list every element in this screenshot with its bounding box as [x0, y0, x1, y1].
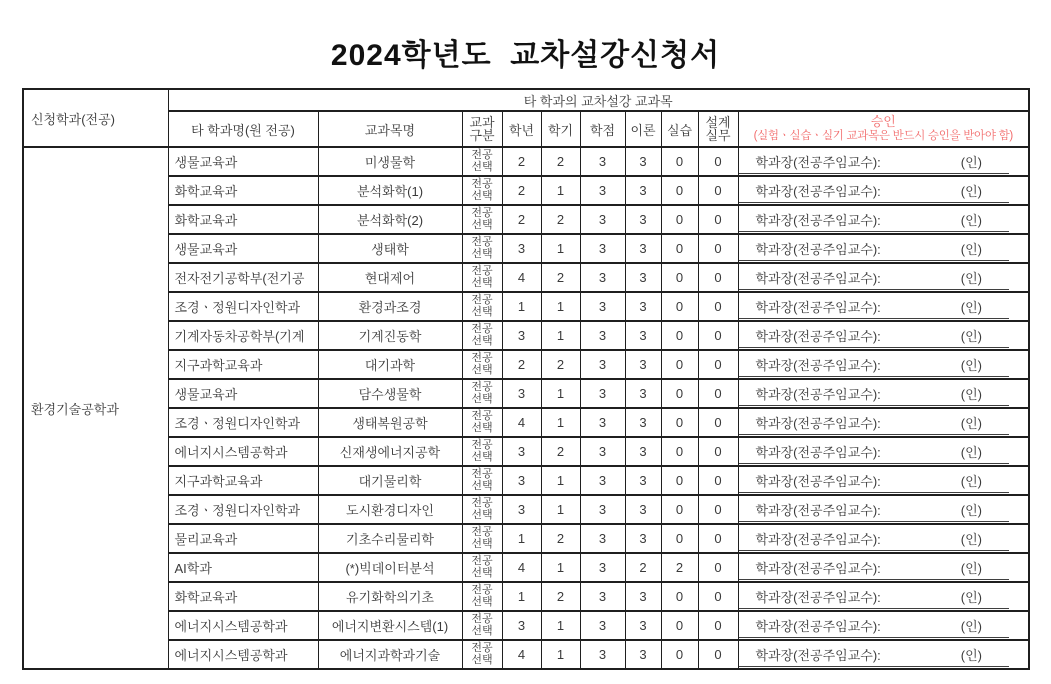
other-department-cell: 지구과학교육과: [168, 350, 318, 379]
approval-cell: [738, 553, 1029, 582]
header-credits: 학점: [580, 111, 625, 147]
seal-placeholder: (인): [960, 242, 982, 257]
course-name-cell: 에너지과학과기술: [318, 640, 462, 669]
design-practice-cell: 0: [698, 321, 738, 350]
table-row: [23, 205, 1029, 234]
table-body: [23, 147, 1029, 669]
credits-cell: 3: [580, 582, 625, 611]
credits-cell: 3: [580, 640, 625, 669]
design-practice-cell: 0: [698, 524, 738, 553]
course-name-cell: 분석화학(1): [318, 176, 462, 205]
credits-cell: 3: [580, 495, 625, 524]
header-practice: 실습: [661, 111, 698, 147]
approval-cell: [738, 147, 1029, 176]
approval-cell: [738, 408, 1029, 437]
year-cell: 3: [502, 437, 541, 466]
theory-cell: 3: [625, 379, 661, 408]
approval-label: 학과장(전공주임교수):: [755, 445, 881, 460]
header-group-other-courses: 타 학과의 교차설강 교과목: [168, 89, 1029, 111]
design-practice-cell: 0: [698, 234, 738, 263]
practice-cell: 0: [661, 495, 698, 524]
year-cell: 1: [502, 582, 541, 611]
course-type-cell: 전공 선택: [462, 147, 502, 176]
table-row: [23, 640, 1029, 669]
approval-cell: [738, 292, 1029, 321]
approval-label: 학과장(전공주임교수):: [755, 590, 881, 605]
design-practice-cell: 0: [698, 350, 738, 379]
signature-line: [739, 584, 1010, 609]
design-practice-cell: 0: [698, 292, 738, 321]
approval-title: 승인: [870, 114, 896, 129]
design-practice-cell: 0: [698, 582, 738, 611]
table-row: [23, 524, 1029, 553]
signature-line: [739, 178, 1010, 203]
course-name-cell: 기초수리물리학: [318, 524, 462, 553]
year-cell: 2: [502, 147, 541, 176]
theory-cell: 3: [625, 466, 661, 495]
year-cell: 3: [502, 321, 541, 350]
table-row: [23, 321, 1029, 350]
approval-label: 학과장(전공주임교수):: [755, 184, 881, 199]
other-department-cell: 물리교육과: [168, 524, 318, 553]
course-name-cell: 분석화학(2): [318, 205, 462, 234]
course-type-cell: 전공 선택: [462, 640, 502, 669]
course-type-cell: 전공 선택: [462, 582, 502, 611]
other-department-cell: 에너지시스템공학과: [168, 611, 318, 640]
table-row: [23, 263, 1029, 292]
theory-cell: 3: [625, 408, 661, 437]
approval-cell: [738, 350, 1029, 379]
approval-label: 학과장(전공주임교수):: [755, 213, 881, 228]
table-row: [23, 350, 1029, 379]
table-row: [23, 495, 1029, 524]
approval-label: 학과장(전공주임교수):: [755, 358, 881, 373]
approval-cell: [738, 176, 1029, 205]
course-type-cell: 전공 선택: [462, 553, 502, 582]
practice-cell: 0: [661, 263, 698, 292]
table-row: [23, 582, 1029, 611]
header-other-department: 타 학과명(원 전공): [168, 111, 318, 147]
semester-cell: 2: [541, 524, 580, 553]
practice-cell: 0: [661, 524, 698, 553]
course-type-cell: 전공 선택: [462, 292, 502, 321]
semester-cell: 1: [541, 176, 580, 205]
seal-placeholder: (인): [960, 155, 982, 170]
seal-placeholder: (인): [960, 387, 982, 402]
semester-cell: 1: [541, 321, 580, 350]
other-department-cell: AI학과: [168, 553, 318, 582]
theory-cell: 3: [625, 640, 661, 669]
design-practice-cell: 0: [698, 437, 738, 466]
table-row: [23, 292, 1029, 321]
credits-cell: 3: [580, 321, 625, 350]
seal-placeholder: (인): [960, 561, 982, 576]
theory-cell: 3: [625, 582, 661, 611]
semester-cell: 2: [541, 437, 580, 466]
credits-cell: 3: [580, 350, 625, 379]
credits-cell: 3: [580, 292, 625, 321]
course-type-cell: 전공 선택: [462, 524, 502, 553]
approval-label: 학과장(전공주임교수):: [755, 532, 881, 547]
other-department-cell: 화학교육과: [168, 205, 318, 234]
credits-cell: 3: [580, 408, 625, 437]
theory-cell: 3: [625, 234, 661, 263]
design-practice-cell: 0: [698, 176, 738, 205]
signature-line: [739, 352, 1010, 377]
year-cell: 2: [502, 350, 541, 379]
page-title: 2024학년도 교차설강신청서: [330, 39, 721, 72]
seal-placeholder: (인): [960, 532, 982, 547]
approval-cell: [738, 234, 1029, 263]
seal-placeholder: (인): [960, 184, 982, 199]
semester-cell: 2: [541, 582, 580, 611]
course-type-cell: 전공 선택: [462, 234, 502, 263]
year-cell: 1: [502, 292, 541, 321]
semester-cell: 1: [541, 495, 580, 524]
theory-cell: 2: [625, 553, 661, 582]
course-type-cell: 전공 선택: [462, 437, 502, 466]
header-theory: 이론: [625, 111, 661, 147]
design-practice-cell: 0: [698, 379, 738, 408]
seal-placeholder: (인): [960, 503, 982, 518]
practice-cell: 0: [661, 379, 698, 408]
approval-cell: [738, 466, 1029, 495]
signature-line: [739, 613, 1010, 638]
header-semester: 학기: [541, 111, 580, 147]
credits-cell: 3: [580, 466, 625, 495]
credits-cell: 3: [580, 379, 625, 408]
year-cell: 4: [502, 408, 541, 437]
semester-cell: 2: [541, 263, 580, 292]
approval-cell: [738, 611, 1029, 640]
approval-label: 학과장(전공주임교수):: [755, 329, 881, 344]
approval-note: (실험ㆍ실습ㆍ실기 교과목은 반드시 승인을 받아야 함): [753, 130, 1013, 142]
course-type-cell: 전공 선택: [462, 205, 502, 234]
course-name-cell: 대기물리학: [318, 466, 462, 495]
course-name-cell: 현대제어: [318, 263, 462, 292]
approval-cell: [738, 379, 1029, 408]
theory-cell: 3: [625, 176, 661, 205]
year-cell: 3: [502, 495, 541, 524]
other-department-cell: 화학교육과: [168, 176, 318, 205]
practice-cell: 0: [661, 205, 698, 234]
other-department-cell: 에너지시스템공학과: [168, 437, 318, 466]
design-practice-cell: 0: [698, 640, 738, 669]
semester-cell: 1: [541, 292, 580, 321]
credits-cell: 3: [580, 147, 625, 176]
signature-line: [739, 265, 1010, 290]
design-practice-cell: 0: [698, 466, 738, 495]
signature-line: [739, 323, 1010, 348]
practice-cell: 0: [661, 350, 698, 379]
year-cell: 1: [502, 524, 541, 553]
other-department-cell: 생물교육과: [168, 379, 318, 408]
approval-cell: [738, 263, 1029, 292]
seal-placeholder: (인): [960, 416, 982, 431]
credits-cell: 3: [580, 263, 625, 292]
other-department-cell: 기계자동차공학부(기계: [168, 321, 318, 350]
course-type-cell: 전공 선택: [462, 321, 502, 350]
theory-cell: 3: [625, 205, 661, 234]
approval-label: 학과장(전공주임교수):: [755, 474, 881, 489]
theory-cell: 3: [625, 437, 661, 466]
year-cell: 3: [502, 379, 541, 408]
signature-line: [739, 294, 1010, 319]
header-approval: [738, 111, 1029, 147]
course-name-cell: 에너지변환시스템(1): [318, 611, 462, 640]
credits-cell: 3: [580, 524, 625, 553]
course-type-cell: 전공 선택: [462, 379, 502, 408]
approval-label: 학과장(전공주임교수):: [755, 242, 881, 257]
year-cell: 3: [502, 611, 541, 640]
approval-label: 학과장(전공주임교수):: [755, 155, 881, 170]
seal-placeholder: (인): [960, 590, 982, 605]
approval-cell: [738, 437, 1029, 466]
table-header: [23, 89, 1029, 147]
design-practice-cell: 0: [698, 205, 738, 234]
approval-cell: [738, 582, 1029, 611]
table-row: [23, 408, 1029, 437]
design-practice-cell: 0: [698, 611, 738, 640]
approval-label: 학과장(전공주임교수):: [755, 300, 881, 315]
table-row: [23, 234, 1029, 263]
year-cell: 3: [502, 234, 541, 263]
course-name-cell: 도시환경디자인: [318, 495, 462, 524]
credits-cell: 3: [580, 437, 625, 466]
semester-cell: 1: [541, 611, 580, 640]
signature-line: [739, 497, 1010, 522]
semester-cell: 2: [541, 205, 580, 234]
signature-line: [739, 236, 1010, 261]
seal-placeholder: (인): [960, 271, 982, 286]
header-applicant-department: 신청학과(전공): [23, 89, 168, 147]
practice-cell: 0: [661, 640, 698, 669]
other-department-cell: 화학교육과: [168, 582, 318, 611]
signature-line: [739, 149, 1010, 174]
practice-cell: 0: [661, 582, 698, 611]
table-row: [23, 147, 1029, 176]
header-year: 학년: [502, 111, 541, 147]
seal-placeholder: (인): [960, 329, 982, 344]
theory-cell: 3: [625, 495, 661, 524]
signature-line: [739, 526, 1010, 551]
approval-label: 학과장(전공주임교수):: [755, 561, 881, 576]
semester-cell: 1: [541, 466, 580, 495]
practice-cell: 0: [661, 234, 698, 263]
approval-label: 학과장(전공주임교수):: [755, 619, 881, 634]
practice-cell: 0: [661, 466, 698, 495]
course-type-cell: 전공 선택: [462, 408, 502, 437]
practice-cell: 0: [661, 437, 698, 466]
theory-cell: 3: [625, 350, 661, 379]
approval-label: 학과장(전공주임교수):: [755, 503, 881, 518]
course-type-cell: 전공 선택: [462, 176, 502, 205]
other-department-cell: 생물교육과: [168, 147, 318, 176]
course-name-cell: 환경과조경: [318, 292, 462, 321]
approval-label: 학과장(전공주임교수):: [755, 416, 881, 431]
theory-cell: 3: [625, 292, 661, 321]
approval-label: 학과장(전공주임교수):: [755, 271, 881, 286]
seal-placeholder: (인): [960, 300, 982, 315]
table-row: [23, 611, 1029, 640]
other-department-cell: 생물교육과: [168, 234, 318, 263]
semester-cell: 1: [541, 408, 580, 437]
seal-placeholder: (인): [960, 474, 982, 489]
approval-label: 학과장(전공주임교수):: [755, 387, 881, 402]
table-row: [23, 379, 1029, 408]
other-department-cell: 조경ㆍ정원디자인학과: [168, 292, 318, 321]
semester-cell: 1: [541, 234, 580, 263]
practice-cell: 0: [661, 147, 698, 176]
credits-cell: 3: [580, 553, 625, 582]
year-cell: 2: [502, 205, 541, 234]
year-cell: 2: [502, 176, 541, 205]
theory-cell: 3: [625, 263, 661, 292]
other-department-cell: 에너지시스템공학과: [168, 640, 318, 669]
header-course-name: 교과목명: [318, 111, 462, 147]
year-cell: 4: [502, 263, 541, 292]
approval-cell: [738, 495, 1029, 524]
semester-cell: 1: [541, 553, 580, 582]
semester-cell: 1: [541, 379, 580, 408]
practice-cell: 0: [661, 611, 698, 640]
course-type-cell: 전공 선택: [462, 495, 502, 524]
table-row: [23, 437, 1029, 466]
practice-cell: 0: [661, 176, 698, 205]
practice-cell: 0: [661, 321, 698, 350]
practice-cell: 0: [661, 408, 698, 437]
course-name-cell: 생태복원공학: [318, 408, 462, 437]
course-name-cell: 대기과학: [318, 350, 462, 379]
course-name-cell: 신재생에너지공학: [318, 437, 462, 466]
approval-cell: [738, 524, 1029, 553]
course-type-cell: 전공 선택: [462, 263, 502, 292]
seal-placeholder: (인): [960, 213, 982, 228]
theory-cell: 3: [625, 611, 661, 640]
signature-line: [739, 381, 1010, 406]
year-cell: 4: [502, 553, 541, 582]
design-practice-cell: 0: [698, 495, 738, 524]
seal-placeholder: (인): [960, 358, 982, 373]
course-name-cell: 담수생물학: [318, 379, 462, 408]
table-row: [23, 553, 1029, 582]
theory-cell: 3: [625, 321, 661, 350]
course-name-cell: 유기화학의기초: [318, 582, 462, 611]
design-practice-cell: 0: [698, 263, 738, 292]
cross-listing-table: [22, 88, 1030, 670]
course-name-cell: 미생물학: [318, 147, 462, 176]
design-practice-cell: 0: [698, 408, 738, 437]
semester-cell: 1: [541, 640, 580, 669]
signature-line: [739, 410, 1010, 435]
theory-cell: 3: [625, 147, 661, 176]
year-cell: 4: [502, 640, 541, 669]
course-type-cell: 전공 선택: [462, 611, 502, 640]
semester-cell: 2: [541, 147, 580, 176]
header-course-type: 교과 구분: [462, 111, 502, 147]
seal-placeholder: (인): [960, 445, 982, 460]
theory-cell: 3: [625, 524, 661, 553]
header-design-practice: 설계 실무: [698, 111, 738, 147]
course-name-cell: 기계진동학: [318, 321, 462, 350]
course-name-cell: (*)빅데이터분석: [318, 553, 462, 582]
seal-placeholder: (인): [960, 648, 982, 663]
approval-cell: [738, 321, 1029, 350]
other-department-cell: 조경ㆍ정원디자인학과: [168, 408, 318, 437]
credits-cell: 3: [580, 176, 625, 205]
approval-cell: [738, 640, 1029, 669]
credits-cell: 3: [580, 205, 625, 234]
year-cell: 3: [502, 466, 541, 495]
signature-line: [739, 439, 1010, 464]
approval-label: 학과장(전공주임교수):: [755, 648, 881, 663]
applicant-department-cell: 환경기술공학과: [23, 147, 168, 669]
signature-line: [739, 207, 1010, 232]
signature-line: [739, 468, 1010, 493]
other-department-cell: 지구과학교육과: [168, 466, 318, 495]
signature-line: [739, 555, 1010, 580]
approval-cell: [738, 205, 1029, 234]
course-type-cell: 전공 선택: [462, 466, 502, 495]
practice-cell: 0: [661, 292, 698, 321]
table-row: [23, 466, 1029, 495]
design-practice-cell: 0: [698, 553, 738, 582]
credits-cell: 3: [580, 234, 625, 263]
table-row: [23, 176, 1029, 205]
other-department-cell: 조경ㆍ정원디자인학과: [168, 495, 318, 524]
semester-cell: 2: [541, 350, 580, 379]
signature-line: [739, 642, 1010, 667]
practice-cell: 2: [661, 553, 698, 582]
credits-cell: 3: [580, 611, 625, 640]
course-type-cell: 전공 선택: [462, 350, 502, 379]
other-department-cell: 전자전기공학부(전기공: [168, 263, 318, 292]
design-practice-cell: 0: [698, 147, 738, 176]
seal-placeholder: (인): [960, 619, 982, 634]
course-name-cell: 생태학: [318, 234, 462, 263]
